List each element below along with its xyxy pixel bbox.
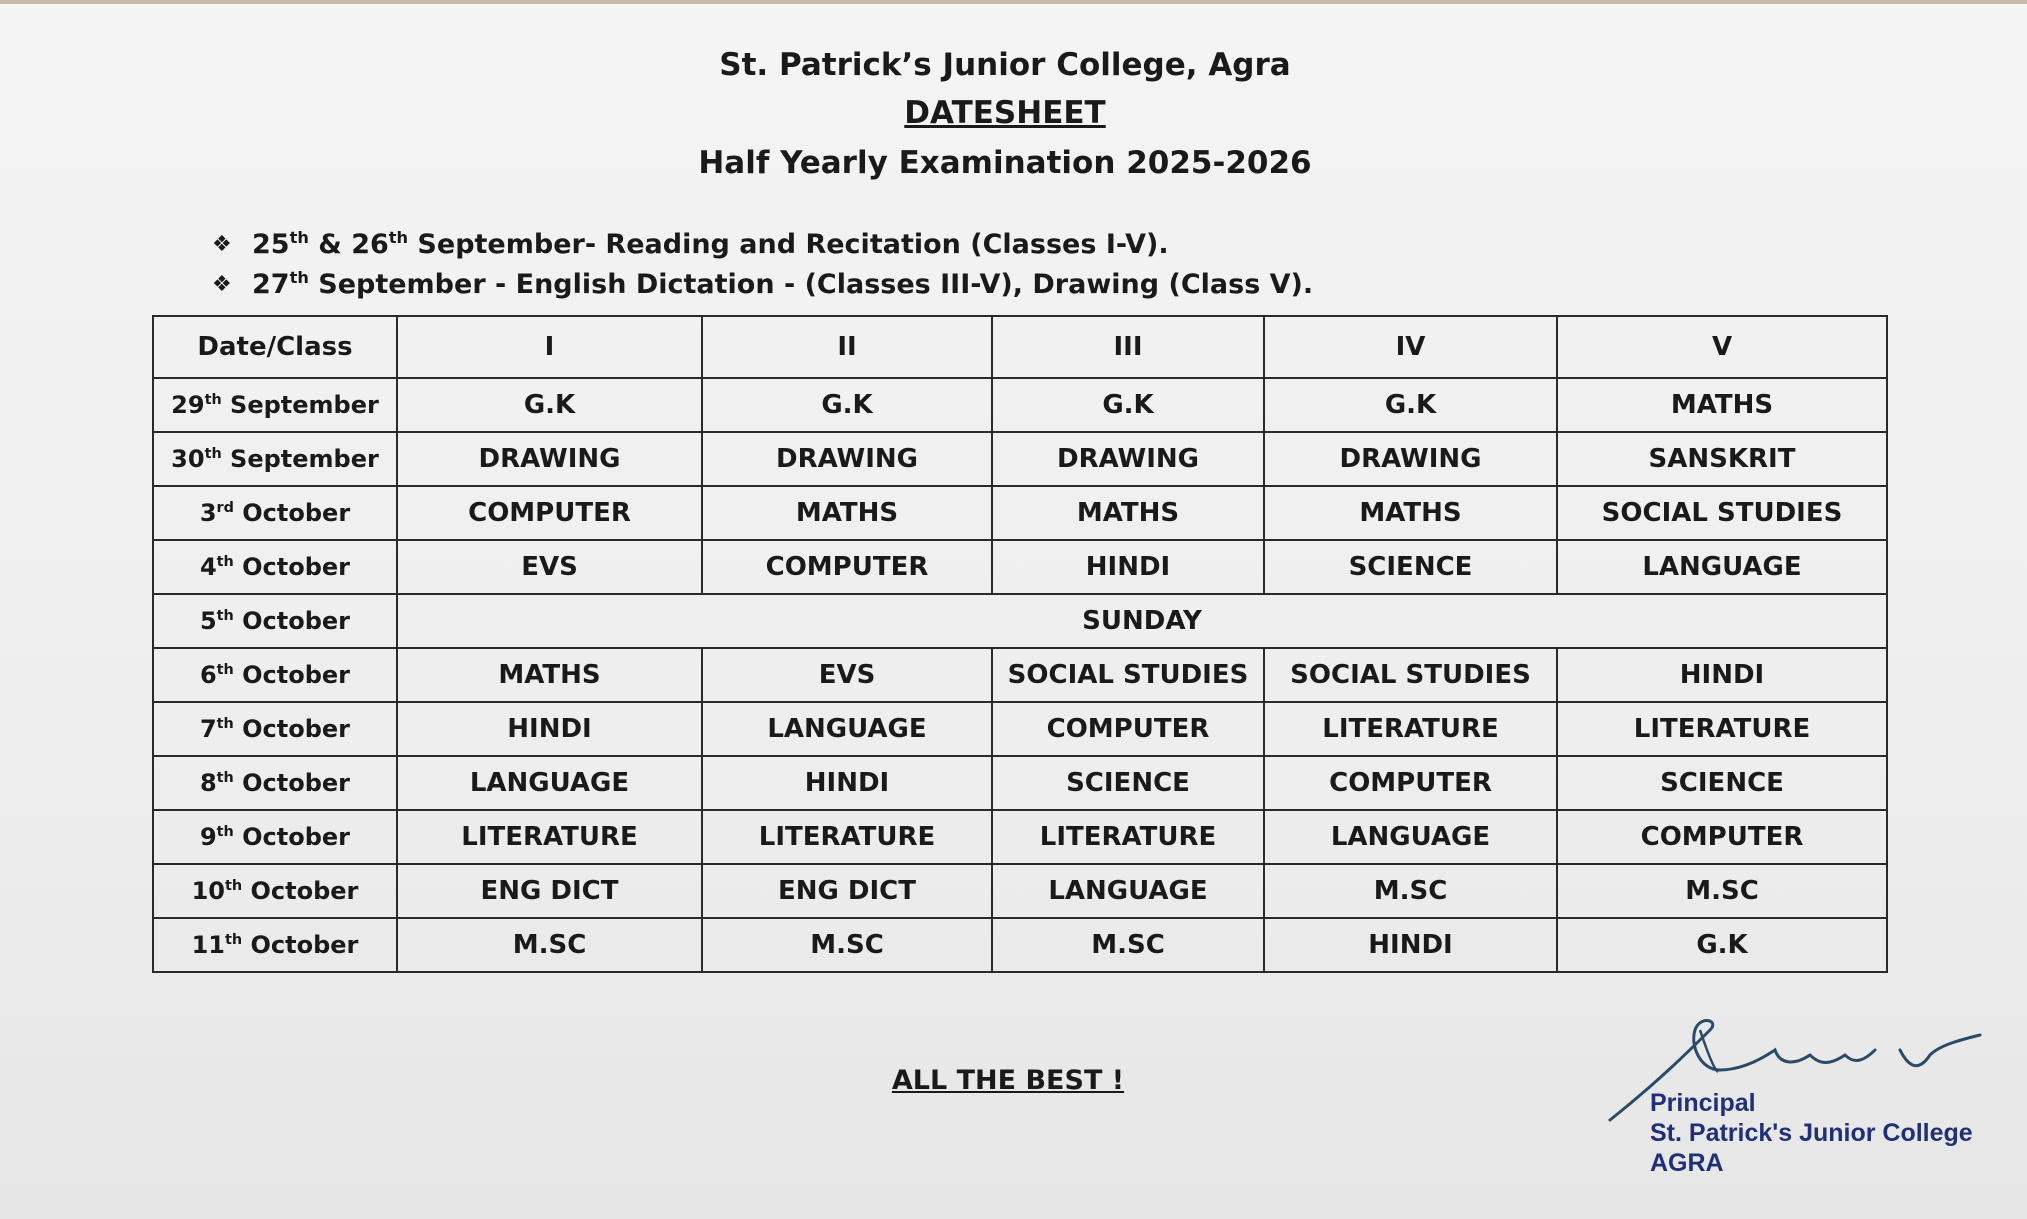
top-edge [0, 0, 2027, 4]
subject-cell: LANGUAGE [1557, 540, 1887, 594]
subject-cell: M.SC [1264, 864, 1557, 918]
date-cell: 6th October [153, 648, 397, 702]
table-row [153, 486, 1887, 540]
subject-cell: COMPUTER [702, 540, 992, 594]
datesheet-table [152, 315, 1888, 973]
notes-list [212, 224, 1313, 304]
subject-cell: HINDI [702, 756, 992, 810]
table-row [153, 756, 1887, 810]
date-cell: 5th October [153, 594, 397, 648]
table-row [153, 702, 1887, 756]
subject-cell: G.K [1264, 378, 1557, 432]
header-cell: Date/Class [153, 316, 397, 378]
header-cell: IV [1264, 316, 1557, 378]
subject-cell: DRAWING [1264, 432, 1557, 486]
note-item: ❖ 27th September - English Dictation - (Classes III-V), Drawing (Class V). [212, 267, 1314, 300]
subject-cell: G.K [1557, 918, 1887, 972]
table-row [153, 864, 1887, 918]
subject-cell: COMPUTER [1264, 756, 1557, 810]
principal-city: AGRA [1650, 1149, 1724, 1177]
diamond-bullet-icon: ❖ [212, 231, 232, 257]
subject-cell: LITERATURE [397, 810, 702, 864]
subject-cell: LANGUAGE [397, 756, 702, 810]
table-row [153, 540, 1887, 594]
subject-cell: ENG DICT [397, 864, 702, 918]
subject-cell: EVS [702, 648, 992, 702]
subject-cell: DRAWING [992, 432, 1264, 486]
table-row [153, 378, 1887, 432]
header-cell: II [702, 316, 992, 378]
subject-cell: EVS [397, 540, 702, 594]
subject-cell: MATHS [702, 486, 992, 540]
subject-cell: M.SC [992, 918, 1264, 972]
exam-title: Half Yearly Examination 2025-2026 [698, 145, 1312, 181]
date-cell: 8th October [153, 756, 397, 810]
date-cell: 11th October [153, 918, 397, 972]
date-cell: 30th September [153, 432, 397, 486]
principal-label: Principal [1650, 1089, 1756, 1117]
subject-cell: HINDI [1557, 648, 1887, 702]
subject-cell: G.K [397, 378, 702, 432]
table-row [153, 432, 1887, 486]
subject-cell: SCIENCE [1264, 540, 1557, 594]
subject-cell: LANGUAGE [1264, 810, 1557, 864]
subject-cell: COMPUTER [397, 486, 702, 540]
header-cell: I [397, 316, 702, 378]
subject-cell: HINDI [992, 540, 1264, 594]
subject-cell: SANSKRIT [1557, 432, 1887, 486]
subject-cell: M.SC [1557, 864, 1887, 918]
date-cell: 3rd October [153, 486, 397, 540]
college-name: St. Patrick’s Junior College, Agra [719, 47, 1291, 83]
table-row [153, 648, 1887, 702]
subject-cell: DRAWING [702, 432, 992, 486]
all-the-best: ALL THE BEST ! [891, 1065, 1125, 1096]
holiday-cell: SUNDAY [397, 594, 1887, 648]
subject-cell: LITERATURE [1557, 702, 1887, 756]
datesheet-table-wrapper [152, 315, 1888, 973]
table-row [153, 810, 1887, 864]
header-cell: III [992, 316, 1264, 378]
subject-cell: HINDI [397, 702, 702, 756]
date-cell: 9th October [153, 810, 397, 864]
document-title: DATESHEET [904, 95, 1106, 131]
subject-cell: SCIENCE [992, 756, 1264, 810]
subject-cell: COMPUTER [1557, 810, 1887, 864]
subject-cell: DRAWING [397, 432, 702, 486]
subject-cell: MATHS [397, 648, 702, 702]
table-header-row [153, 316, 1887, 378]
table-row [153, 594, 1887, 648]
subject-cell: SCIENCE [1557, 756, 1887, 810]
subject-cell: SOCIAL STUDIES [1264, 648, 1557, 702]
date-cell: 29th September [153, 378, 397, 432]
header-cell: V [1557, 316, 1887, 378]
subject-cell: LANGUAGE [702, 702, 992, 756]
subject-cell: MATHS [1264, 486, 1557, 540]
subject-cell: SOCIAL STUDIES [992, 648, 1264, 702]
note-item: ❖ 25th & 26th September- Reading and Recitation (Classes I-V). [212, 227, 1169, 260]
subject-cell: MATHS [992, 486, 1264, 540]
subject-cell: LITERATURE [992, 810, 1264, 864]
subject-cell: LITERATURE [702, 810, 992, 864]
subject-cell: G.K [992, 378, 1264, 432]
document-header [0, 42, 2010, 184]
subject-cell: SOCIAL STUDIES [1557, 486, 1887, 540]
subject-cell: MATHS [1557, 378, 1887, 432]
principal-college: St. Patrick's Junior College [1650, 1119, 1973, 1147]
subject-cell: HINDI [1264, 918, 1557, 972]
date-cell: 10th October [153, 864, 397, 918]
subject-cell: LANGUAGE [992, 864, 1264, 918]
subject-cell: COMPUTER [992, 702, 1264, 756]
subject-cell: M.SC [397, 918, 702, 972]
subject-cell: G.K [702, 378, 992, 432]
date-cell: 7th October [153, 702, 397, 756]
subject-cell: M.SC [702, 918, 992, 972]
subject-cell: LITERATURE [1264, 702, 1557, 756]
principal-stamp [1650, 1088, 1973, 1178]
table-row [153, 918, 1887, 972]
diamond-bullet-icon: ❖ [212, 271, 232, 297]
date-cell: 4th October [153, 540, 397, 594]
subject-cell: ENG DICT [702, 864, 992, 918]
